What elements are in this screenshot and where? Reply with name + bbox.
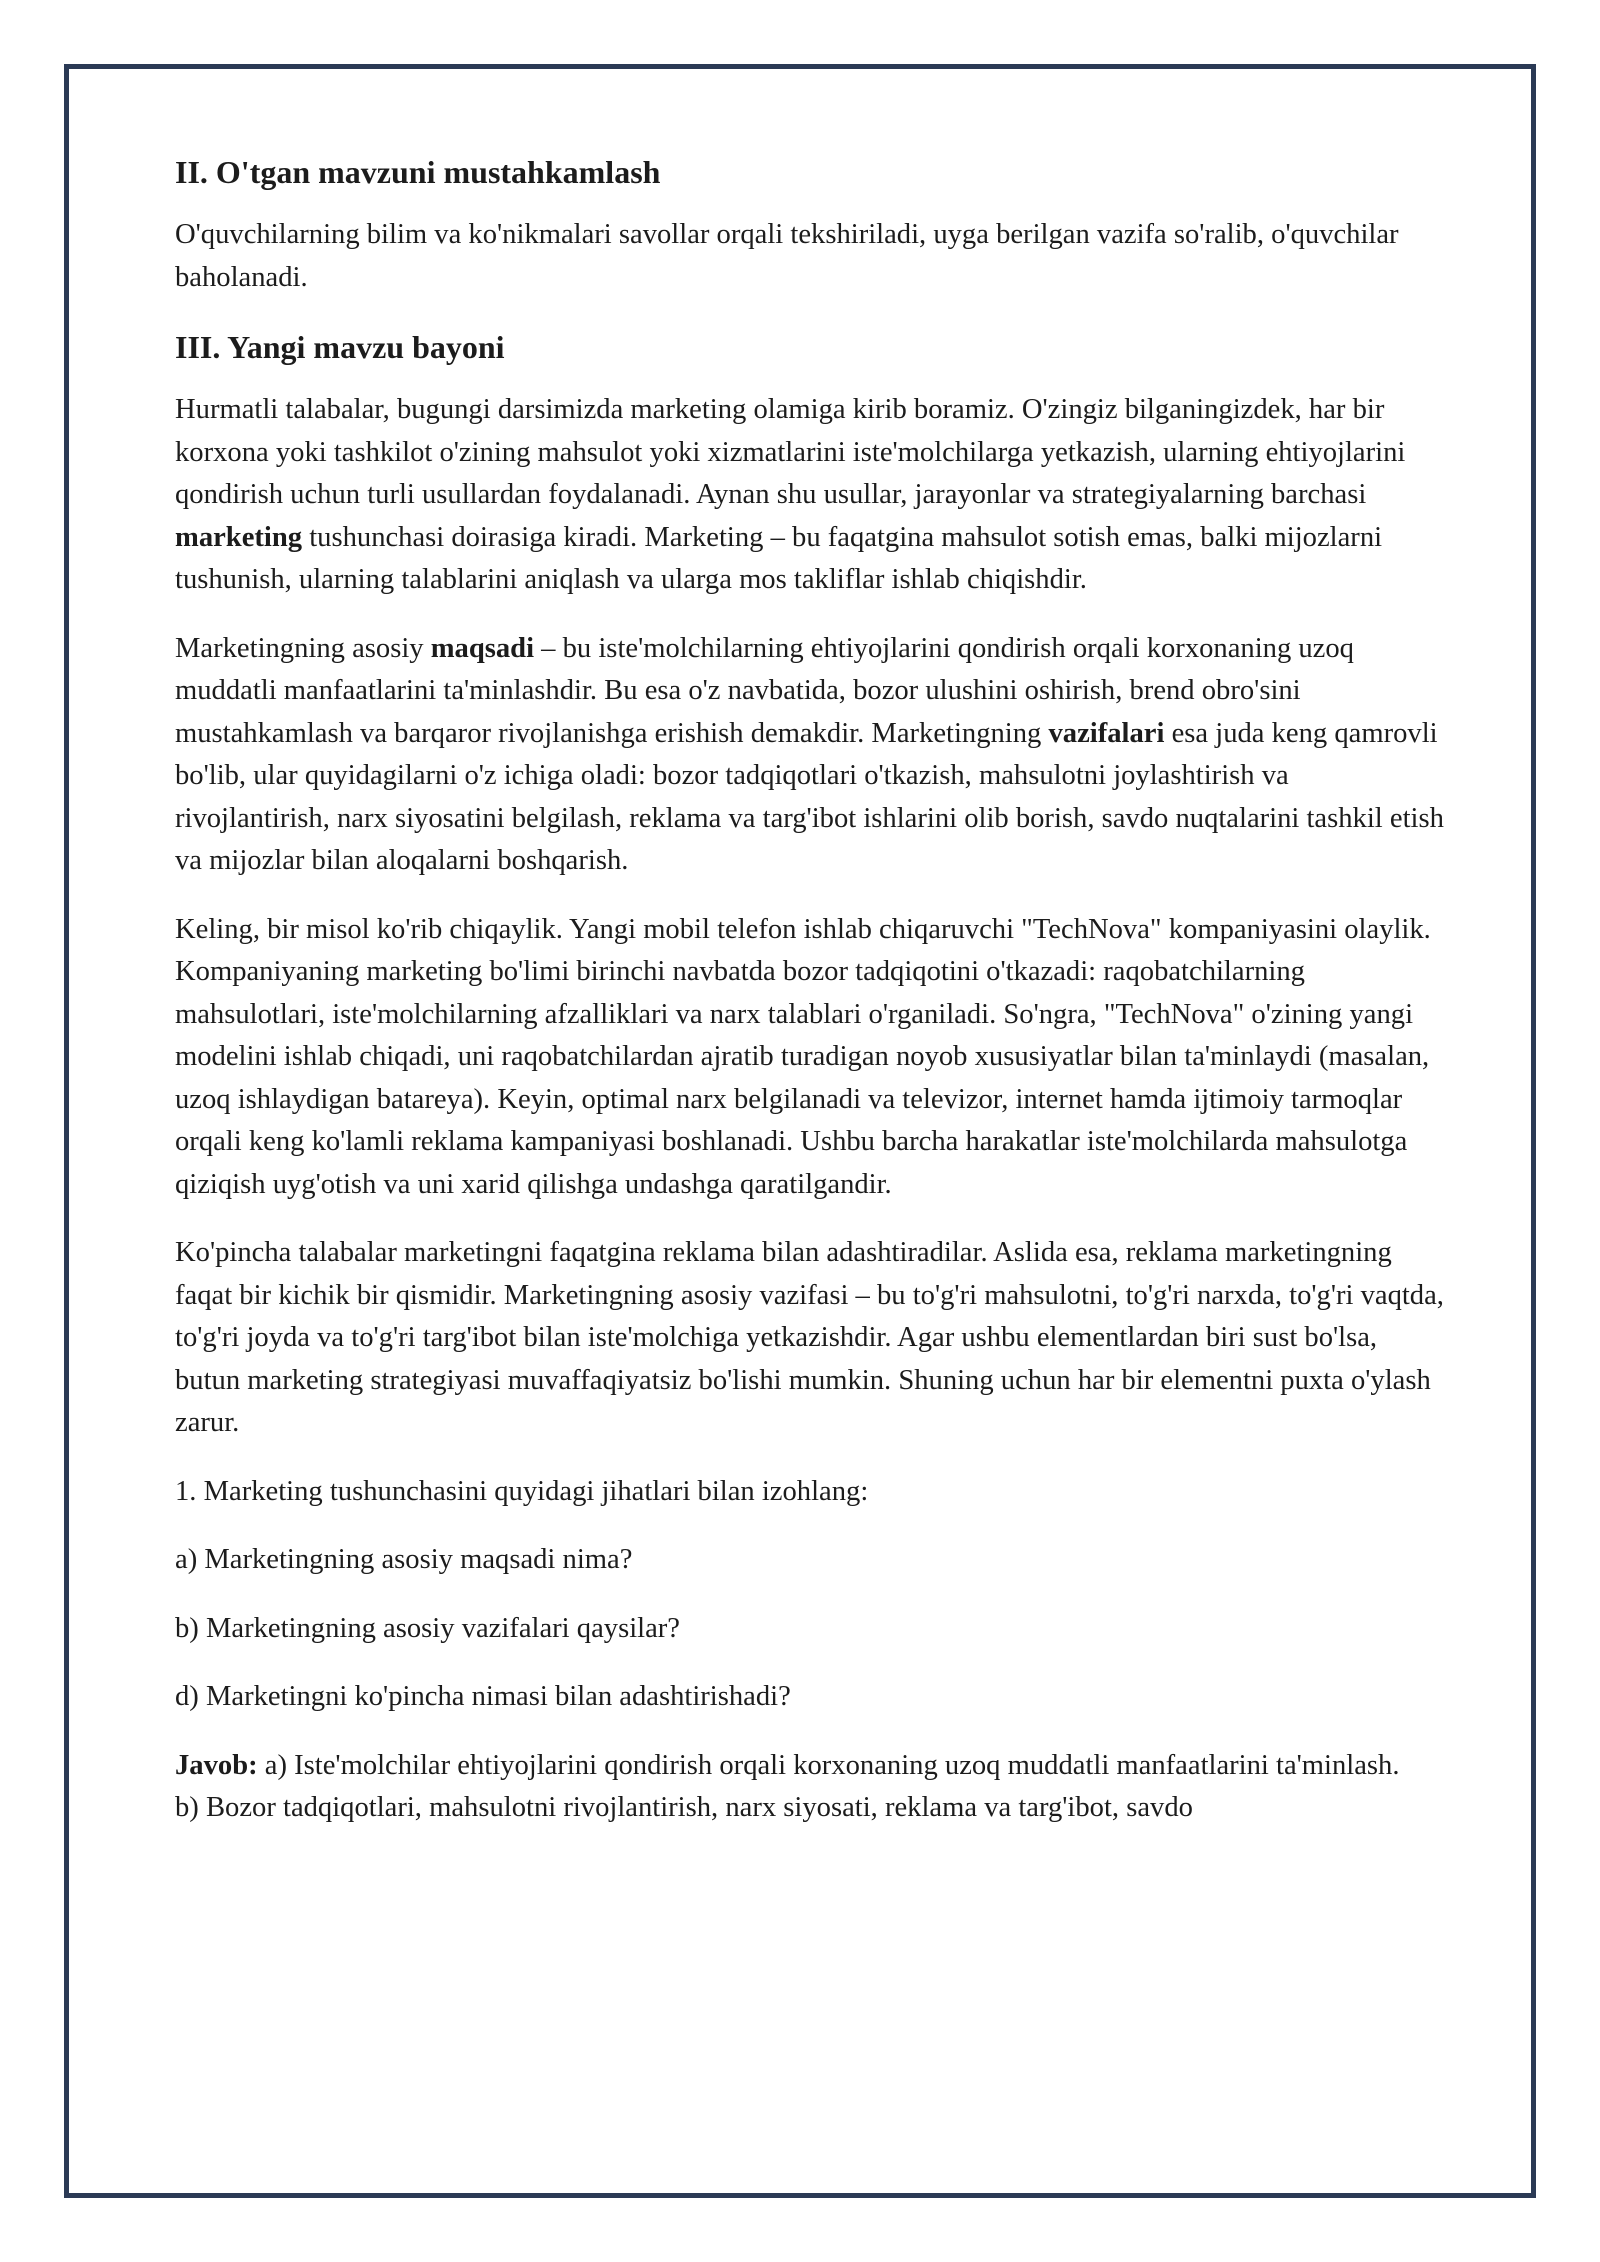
intro-paragraph (175, 389, 1445, 602)
intro-text-1: Hurmatli talabalar, bugungi darsimizda marketing olamiga kirib boramiz. O'zingiz bilganingizdek, har bir korxona yoki tashkilot o'zining mahsulot yoki xizmatlarini iste'molchilarga yetkazish, ularning ehtiyojlarini qondirish uchun turli usullardan foydalanadi. Aynan shu usullar, jarayonlar va strategiyalarning barchasi (175, 394, 1406, 510)
exercise-item-a: a) Marketingning asosiy maqsadi nima? (175, 1544, 633, 1575)
exercise-item-d: d) Marketingni ko'pincha nimasi bilan adashtirishadi? (175, 1681, 791, 1712)
section-heading-review: II. O'tgan mavzuni mustahkamlash (175, 154, 661, 190)
document-body (175, 150, 1445, 1830)
goals-text-3: esa juda keng qamrovli bo'lib, ular quyidagilarni o'z ichiga oladi: bozor tadqiqotlari o'tkazish, mahsulotni joylashtirish va rivojlantirish, narx siyosatini belgilash, reklama va targ'ibot ishlarini olib borish, savdo nuqtalarini tashkil etish va mijozlar bilan aloqalarni boshqarish. (175, 717, 1444, 876)
section-heading-new-topic: III. Yangi mavzu bayoni (175, 329, 505, 365)
example-paragraph: Keling, bir misol ko'rib chiqaylik. Yangi mobil telefon ishlab chiqaruvchi "TechNova" kompaniyasini olaylik. Kompaniyaning marketing bo'limi birinchi navbatda bozor tadqiqotini o'tkazadi: raqobatchilarning mahsulotlari, iste'molchilarning afzalliklari va narx talablari o'rganiladi. So'ngra, "TechNova" o'zining yangi modelini ishlab chiqadi, uni raqobatchilardan ajratib turadigan noyob xususiyatlar bilan ta'minlaydi (masalan, uzoq ishlaydigan batareya). Keyin, optimal narx belgilanadi va televizor, internet hamda ijtimoiy tarmoqlar orqali keng ko'lamli reklama kampaniyasi boshlanadi. Ushbu barcha harakatlar iste'molchilarda mahsulotga qiziqish uyg'otish va uni xarid qilishga undashga qaratilgandir. (175, 913, 1431, 1200)
exercise-question: 1. Marketing tushunchasini quyidagi jihatlari bilan izohlang: (175, 1475, 869, 1507)
review-paragraph: O'quvchilarning bilim va ko'nikmalari savollar orqali tekshiriladi, uyga berilgan vazifa so'ralib, o'quvchilar baholanadi. (175, 219, 1399, 293)
term-marketing: marketing (175, 521, 303, 553)
answer-a (175, 1745, 1445, 1788)
misconception-paragraph: Ko'pincha talabalar marketingni faqatgina reklama bilan adashtiradilar. Aslida esa, reklama marketingning faqat bir kichik bir qismidir. Marketingning asosiy vazifasi – bu to'g'ri mahsulotni, to'g'ri narxda, to'g'ri vaqtda, to'g'ri joyda va to'g'ri targ'ibot bilan iste'molchiga yetkazishdir. Agar ushbu elementlardan biri sust bo'lsa, butun marketing strategiyasi muvaffaqiyatsiz bo'lishi mumkin. Shuning uchun har bir elementni puxta o'ylash zarur. (175, 1237, 1444, 1438)
goals-paragraph (175, 628, 1445, 883)
exercise-item-b: b) Marketingning asosiy vazifalari qaysilar? (175, 1612, 680, 1644)
goals-text-1: Marketingning asosiy (175, 632, 431, 664)
intro-text-2: tushunchasi doirasiga kiradi. Marketing – bu faqatgina mahsulot sotish emas, balki mijozlarni tushunish, ularning talablarini aniqlash va ularga mos takliflar ishlab chiqishdir. (175, 521, 1383, 595)
answer-a-text: a) Iste'molchilar ehtiyojlarini qondirish orqali korxonaning uzoq muddatli manfaatlarini ta'minlash. (257, 1749, 1400, 1781)
answer-label: Javob: (175, 1749, 258, 1781)
goals-text-2: – bu iste'molchilarning ehtiyojlarini qondirish orqali korxonaning uzoq muddatli manfaatlarini ta'minlashdir. Bu esa o'z navbatida, bozor ulushini oshirish, brend obro'sini mustahkamlash va barqaror rivojlanishga erishish demakdir. Marketingning (175, 632, 1354, 749)
term-vazifalari: vazifalari (1048, 717, 1165, 749)
answer-b: b) Bozor tadqiqotlari, mahsulotni rivojlantirish, narx siyosati, reklama va targ'ibot, savdo (175, 1792, 1193, 1823)
term-maqsadi: maqsadi (430, 632, 535, 664)
